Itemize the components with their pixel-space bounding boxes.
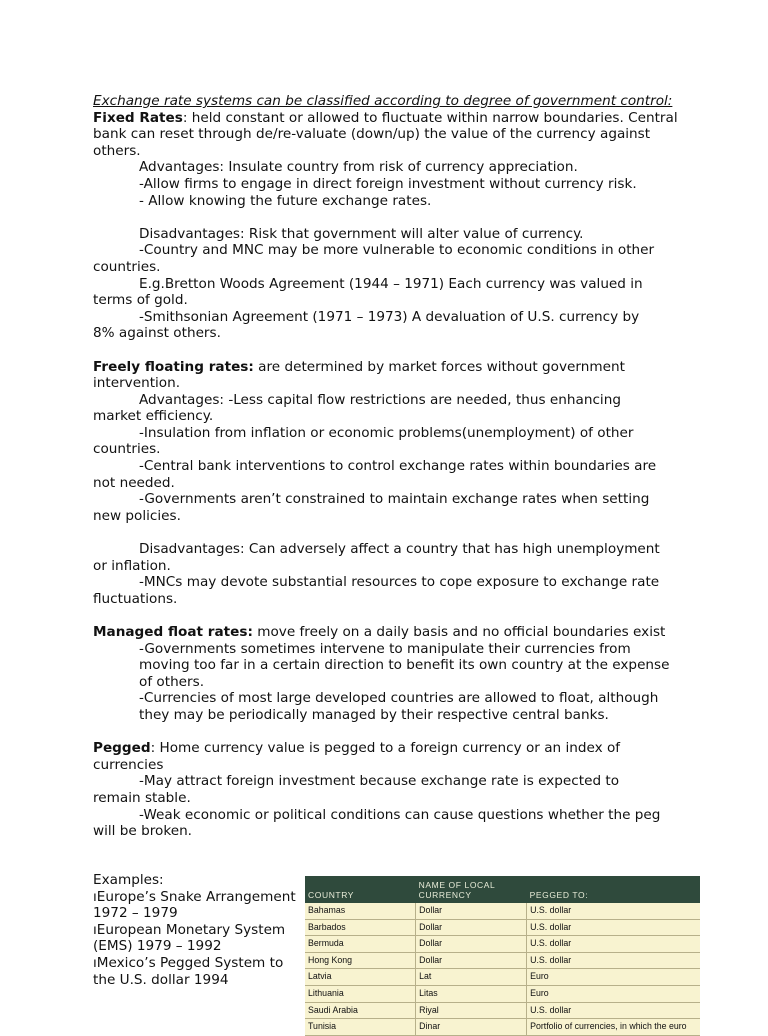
table-row: Hong Kong Dollar U.S. dollar (305, 952, 700, 969)
floating-adv-2: -Insulation from inflation or economic problems(unemployment) of other (139, 424, 634, 441)
document-body (93, 93, 683, 840)
floating-adv-3-cont: not needed. (93, 474, 175, 491)
fixed-dis-2: -Country and MNC may be more vulnerable to economic conditions in other (139, 242, 655, 259)
managed-float-heading: Managed float rates: (93, 624, 253, 640)
fixed-dis-2-cont: countries. (93, 258, 161, 275)
fixed-eg-2: -Smithsonian Agreement (1971 – 1973) A devaluation of U.S. currency by (139, 308, 640, 325)
managed-point-2: -Currencies of most large developed countries are allowed to float, although they may be periodically managed by their respective central banks. (139, 690, 659, 723)
example-item: ıEurope’s Snake Arrangement 1972 – 1979 (93, 888, 296, 922)
fixed-eg-1-cont: terms of gold. (93, 292, 188, 309)
pegged-paragraph: Pegged: Home currency value is pegged to a foreign currency or an index of currencies (93, 740, 621, 773)
floating-adv-4: -Governments aren’t constrained to maintain exchange rates when setting (139, 491, 650, 508)
floating-dis-2-cont: fluctuations. (93, 590, 178, 607)
fixed-rates-paragraph: Fixed Rates: held constant or allowed to fluctuate within narrow boundaries. Central bank can reset through de/re-valuate (down/up) the value of the currency against others. (93, 109, 678, 159)
pegged-point-2: -Weak economic or political conditions can cause questions whether the peg (139, 806, 661, 823)
fixed-adv-2: -Allow firms to engage in direct foreign investment without currency risk. (139, 175, 637, 192)
pegged-point-1: -May attract foreign investment because exchange rate is expected to (139, 773, 620, 790)
column-header-country: COUNTRY (308, 890, 355, 900)
floating-adv-3: -Central bank interventions to control exchange rates within boundaries are (139, 458, 657, 475)
pegged-heading: Pegged (93, 740, 151, 757)
table-row: Bahamas Dollar U.S. dollar (305, 903, 700, 919)
pegged-point-1-cont: remain stable. (93, 789, 191, 806)
pegged-point-2-cont: will be broken. (93, 823, 193, 840)
column-header-pegged-to: PEGGED TO: (529, 890, 589, 900)
fixed-eg-2-cont: 8% against others. (93, 325, 221, 342)
managed-float-paragraph: Managed float rates: move freely on a daily basis and no official boundaries exist (93, 624, 666, 640)
floating-adv-2-cont: countries. (93, 441, 161, 458)
floating-dis-2: -MNCs may devote substantial resources to cope exposure to exchange rate (139, 574, 660, 591)
table-row: Tunisia Dinar Portfolio of currencies, in which the euro (305, 1019, 700, 1036)
table-row: Bermuda Dollar U.S. dollar (305, 936, 700, 953)
table-row: Latvia Lat Euro (305, 969, 700, 986)
table-header-row (305, 876, 700, 903)
floating-adv-1-cont: market efficiency. (93, 408, 214, 425)
floating-adv-1: Advantages: -Less capital flow restrictions are needed, thus enhancing (139, 391, 621, 408)
fixed-adv-3: - Allow knowing the future exchange rates. (139, 192, 432, 209)
examples-list (93, 872, 303, 988)
example-item: ıEuropean Monetary System (EMS) 1979 – 1992 (93, 921, 286, 955)
table-row: Lithuania Litas Euro (305, 985, 700, 1002)
fixed-dis-1: Disadvantages: Risk that government will alter value of currency. (139, 225, 584, 242)
fixed-adv-1: Advantages: Insulate country from risk of currency appreciation. (139, 159, 578, 176)
floating-rates-paragraph: Freely floating rates: are determined by market forces without government intervention. (93, 358, 625, 392)
column-header-currency: NAME OF LOCAL CURRENCY (418, 880, 496, 900)
table-row: Saudi Arabia Riyal U.S. dollar (305, 1002, 700, 1019)
examples-label: Examples: (93, 872, 164, 888)
fixed-rates-heading: Fixed Rates (93, 109, 183, 126)
table-row: Barbados Dollar U.S. dollar (305, 919, 700, 936)
floating-dis-1: Disadvantages: Can adversely affect a country that has high unemployment (139, 541, 660, 558)
intro-heading: Exchange rate systems can be classified according to degree of government control: (93, 93, 673, 109)
floating-adv-4-cont: new policies. (93, 507, 181, 524)
floating-dis-1-cont: or inflation. (93, 557, 171, 574)
example-item: ıMexico’s Pegged System to the U.S. dollar 1994 (93, 954, 284, 988)
fixed-eg-1: E.g.Bretton Woods Agreement (1944 – 1971) Each currency was valued in (139, 275, 643, 292)
managed-point-1: -Governments sometimes intervene to manipulate their currencies from moving too far in a certain direction to benefit its own country at the expense of others. (139, 640, 670, 690)
pegged-currencies-table (305, 876, 700, 1036)
floating-rates-heading: Freely floating rates: (93, 358, 254, 375)
